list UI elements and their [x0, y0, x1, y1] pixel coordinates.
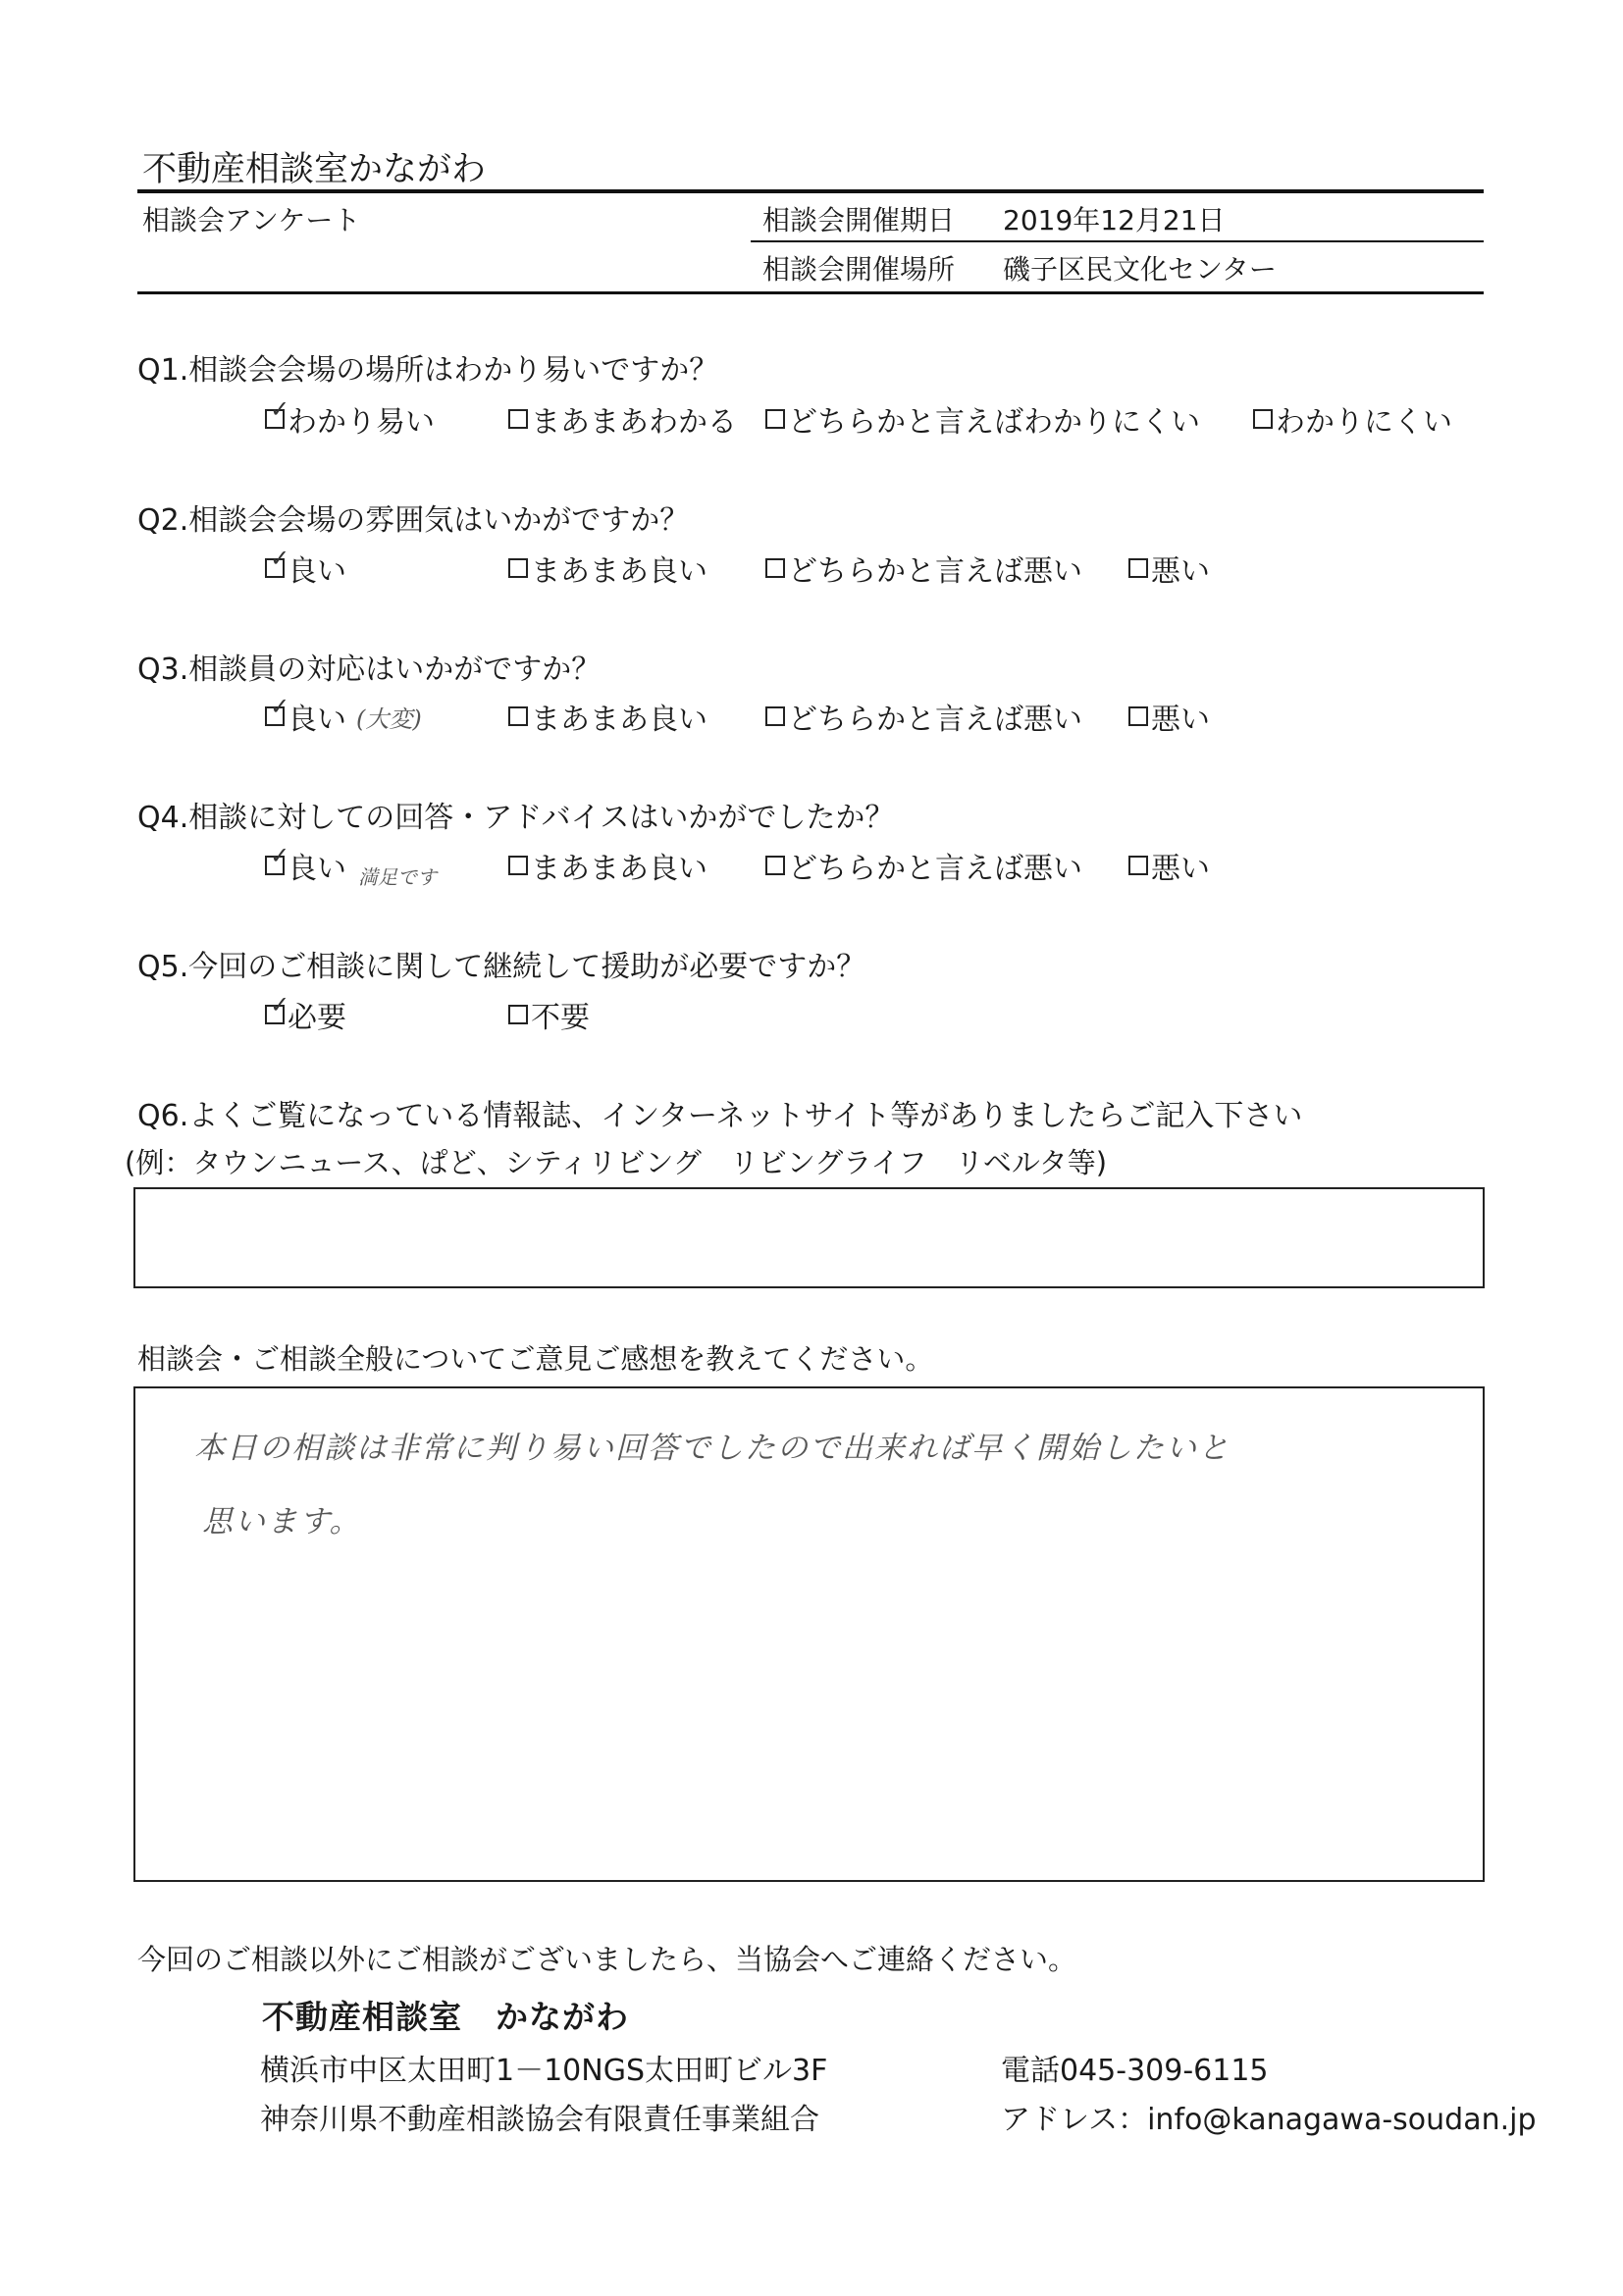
option-label: まあまあ良い — [531, 852, 707, 886]
question-6: Q6.よくご覧になっている情報誌、インターネットサイト等がありましたらご記入下さい — [137, 1099, 1303, 1133]
checkbox[interactable] — [508, 558, 528, 578]
q3-option-good[interactable] — [265, 695, 422, 738]
q1-option-hard[interactable] — [1253, 397, 1452, 441]
checkbox[interactable] — [508, 1005, 528, 1024]
footer-notice: 今回のご相談以外にご相談がございましたら、当協会へご連絡ください。 — [137, 1943, 1077, 1976]
comments-box[interactable] — [133, 1386, 1485, 1882]
checkbox-checked[interactable] — [265, 842, 290, 875]
checkbox-checked[interactable] — [265, 545, 290, 578]
checkbox[interactable] — [765, 706, 785, 726]
handwritten-comment-line-1: 本日の相談は非常に判り易い回答でしたので出来れば早く開始したいと — [194, 1431, 1230, 1466]
question-1: Q1.相談会会場の場所はわかり易いですか？ — [137, 353, 719, 388]
date-value: 2019年12月21日 — [1003, 204, 1226, 236]
option-label: 良い — [288, 852, 346, 886]
checkbox[interactable] — [508, 856, 528, 875]
question-6-example: (例：タウンニュース、ぱど、シティリビング リビングライフ リベルタ等) — [125, 1146, 1108, 1179]
handwritten-comment-line-2: 思います。 — [202, 1504, 362, 1539]
option-label: 悪い — [1151, 554, 1210, 589]
venue-label: 相談会開催場所 — [762, 253, 956, 286]
option-label: どちらかと言えば悪い — [788, 703, 1082, 737]
venue-value: 磯子区民文化センター — [1003, 253, 1277, 286]
option-label: わかり易い — [288, 405, 435, 440]
option-label: 不要 — [531, 1001, 590, 1035]
checkbox[interactable] — [1253, 409, 1273, 429]
option-label: 良い — [288, 554, 346, 589]
comments-label: 相談会・ご相談全般についてご意見ご感想を教えてください。 — [137, 1342, 934, 1376]
option-label: わかりにくい — [1276, 405, 1452, 440]
q2-option-bad[interactable] — [1128, 547, 1210, 590]
q4-option-bad[interactable] — [1128, 844, 1210, 887]
footer-org-name: 不動産相談室 かながわ — [262, 1998, 629, 2036]
checkbox[interactable] — [765, 558, 785, 578]
q2-option-rather-bad[interactable] — [765, 547, 1082, 590]
header-divider-bottom — [137, 291, 1484, 294]
q6-answer-box[interactable] — [133, 1187, 1485, 1288]
handwritten-note: 満足です — [358, 864, 437, 889]
q5-option-not-needed[interactable] — [508, 993, 590, 1036]
q2-option-good[interactable] — [265, 547, 346, 590]
header-divider-thick — [137, 189, 1484, 193]
question-4: Q4.相談に対しての回答・アドバイスはいかがでしたか？ — [137, 801, 895, 835]
question-3: Q3.相談員の対応はいかがですか？ — [137, 652, 602, 687]
option-label: 必要 — [288, 1001, 346, 1035]
option-label: まあまあ良い — [531, 703, 707, 737]
footer-association: 神奈川県不動産相談協会有限責任事業組合 — [260, 2103, 819, 2137]
page-title: 不動産相談室かながわ — [142, 150, 487, 189]
footer-email: アドレス：info@kanagawa-soudan.jp — [1001, 2103, 1537, 2137]
footer-phone: 電話045-309-6115 — [1001, 2054, 1269, 2088]
q1-option-easy[interactable] — [265, 397, 435, 441]
option-label: まあまあわかる — [531, 405, 737, 440]
check-mark-icon: ✓ — [270, 991, 290, 1018]
date-underline — [751, 240, 1484, 242]
checkbox[interactable] — [765, 409, 785, 429]
footer-address: 横浜市中区太田町1－10NGS太田町ビル3F — [260, 2054, 828, 2088]
checkbox[interactable] — [765, 856, 785, 875]
check-mark-icon: ✓ — [270, 842, 290, 869]
q5-option-needed[interactable] — [265, 993, 346, 1036]
checkbox-checked[interactable] — [265, 395, 290, 429]
question-5: Q5.今回のご相談に関して継続して援助が必要ですか？ — [137, 950, 866, 984]
checkbox[interactable] — [508, 409, 528, 429]
option-label: どちらかと言えば悪い — [788, 852, 1082, 886]
q4-option-fair[interactable] — [508, 844, 707, 887]
question-2: Q2.相談会会場の雰囲気はいかがですか？ — [137, 503, 690, 538]
handwritten-note: (大変) — [356, 704, 422, 733]
checkbox-checked[interactable] — [265, 693, 290, 726]
checkbox[interactable] — [508, 706, 528, 726]
q4-option-rather-bad[interactable] — [765, 844, 1082, 887]
check-mark-icon: ✓ — [270, 395, 290, 423]
option-label: 良い — [288, 703, 346, 737]
q3-option-fair[interactable] — [508, 695, 707, 738]
checkbox[interactable] — [1128, 558, 1148, 578]
q4-option-good[interactable] — [265, 844, 437, 887]
q3-option-bad[interactable] — [1128, 695, 1210, 738]
checkbox[interactable] — [1128, 706, 1148, 726]
q1-option-rather-hard[interactable] — [765, 397, 1200, 441]
q2-option-fair[interactable] — [508, 547, 707, 590]
check-mark-icon: ✓ — [270, 693, 290, 720]
option-label: どちらかと言えば悪い — [788, 554, 1082, 589]
option-label: どちらかと言えばわかりにくい — [788, 405, 1200, 440]
option-label: 悪い — [1151, 703, 1210, 737]
check-mark-icon: ✓ — [270, 545, 290, 572]
option-label: まあまあ良い — [531, 554, 707, 589]
option-label: 悪い — [1151, 852, 1210, 886]
form-name: 相談会アンケート — [142, 204, 361, 236]
date-label: 相談会開催期日 — [762, 204, 956, 236]
q1-option-fairly[interactable] — [508, 397, 737, 441]
checkbox[interactable] — [1128, 856, 1148, 875]
q3-option-rather-bad[interactable] — [765, 695, 1082, 738]
checkbox-checked[interactable] — [265, 991, 290, 1024]
